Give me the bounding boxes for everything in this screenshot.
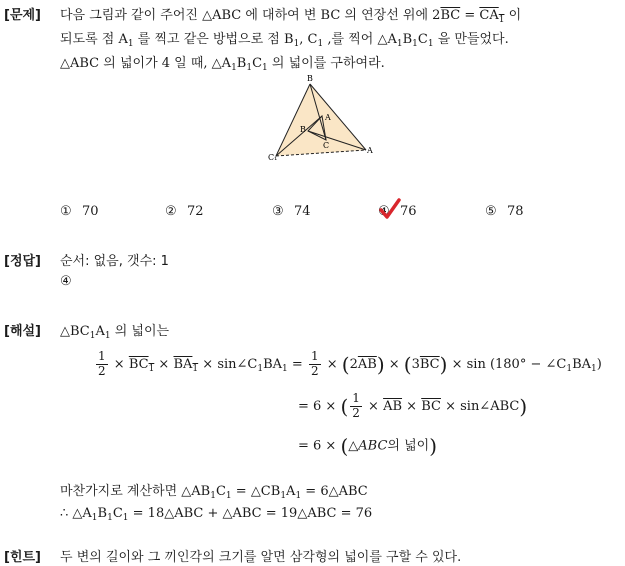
choice-4-number: ④	[378, 204, 390, 219]
explanation-line-5: ∴ $\triangle A_1B_1C_1$ = 18△ABC + △ABC = 19△ABC = 76	[60, 506, 373, 523]
label-c1: C₁	[268, 153, 278, 162]
explanation-intro: $\triangle BC_1A_1$ 의 넓이는	[60, 324, 170, 341]
label-c: C	[323, 141, 330, 150]
explanation-equation-2: = 6 × ( $\frac{1}{2}$ × $\overline{AB} \times \overline{BC}$ × sin∠ABC)	[298, 391, 528, 420]
hint-tag: [힌트]	[4, 550, 41, 565]
triangle-figure	[268, 72, 380, 164]
explanation-equation-1: $\frac{1}{2}$ × $BC_1 \times BA_1$ × $\sin\angle C_1BA_1$ = $\frac{1}{2}$ × $(2\overline{AB}) \times (3\overline{BC}) \times \sin (180^\circ$ − $\angle C_1BA_1$)	[98, 349, 602, 378]
problem-line-2: 되도록 점 $A_1$ 를 찍고 같은 방법으로 점 $B_1$, $C_1$ ,를 찍어 $\triangle A_1B_1C_1$ 을 만들었다.	[60, 32, 509, 49]
correct-check-icon	[378, 198, 402, 220]
label-a1: A	[367, 146, 373, 155]
choice-5-number: ⑤	[485, 204, 497, 219]
choice-1[interactable]	[60, 204, 99, 219]
choice-1-number: ①	[60, 204, 72, 219]
problem-line-3: △ABC 의 넓이가 4 일 때, $\triangle A_1B_1C_1$ 의 넓이를 구하여라.	[60, 56, 385, 73]
hint-text: 두 변의 길이와 그 끼인각의 크기를 알면 삼각형의 넓이를 구할 수 있다.	[60, 550, 462, 565]
problem-line-1: 다음 그림과 같이 주어진 △ABC 에 대하여 변 BC 의 연장선 위에 $2\overline{BC} = CA_1$ 이	[60, 8, 522, 25]
choice-3-number: ③	[272, 204, 284, 219]
choice-5-value: 78	[507, 204, 524, 219]
fraction-half: $\frac{1}{2}$	[98, 349, 106, 378]
choice-2-number: ②	[165, 204, 177, 219]
fraction-half-2: $\frac{1}{2}$	[352, 391, 360, 420]
label-a: A	[325, 113, 331, 122]
choice-2-value: 72	[187, 204, 204, 219]
label-b1: B	[307, 74, 313, 83]
choice-4-value: 76	[400, 204, 417, 219]
answer-tag: [정답]	[4, 254, 41, 269]
choice-2[interactable]	[165, 204, 204, 219]
explanation-line-4: 마찬가지로 계산하면 $\triangle AB_1C_1$ = $\triangle CB_1A_1$ = 6△ABC	[60, 484, 368, 501]
answer-line-1: 순서: 없음, 갯수: 1	[60, 254, 169, 269]
choice-5[interactable]	[485, 204, 524, 219]
label-b: B	[300, 125, 306, 134]
explanation-equation-3: = 6 × (△ABC의 넓이)	[298, 434, 438, 458]
choice-1-value: 70	[82, 204, 99, 219]
check-mark-path	[381, 200, 399, 217]
choice-3-value: 74	[294, 204, 311, 219]
answer-line-2: ④	[60, 274, 72, 289]
explanation-tag: [해설]	[4, 324, 41, 339]
choice-3[interactable]	[272, 204, 311, 219]
fraction-half-right: $\frac{1}{2}$	[310, 349, 319, 378]
problem-tag: [문제]	[4, 8, 41, 23]
